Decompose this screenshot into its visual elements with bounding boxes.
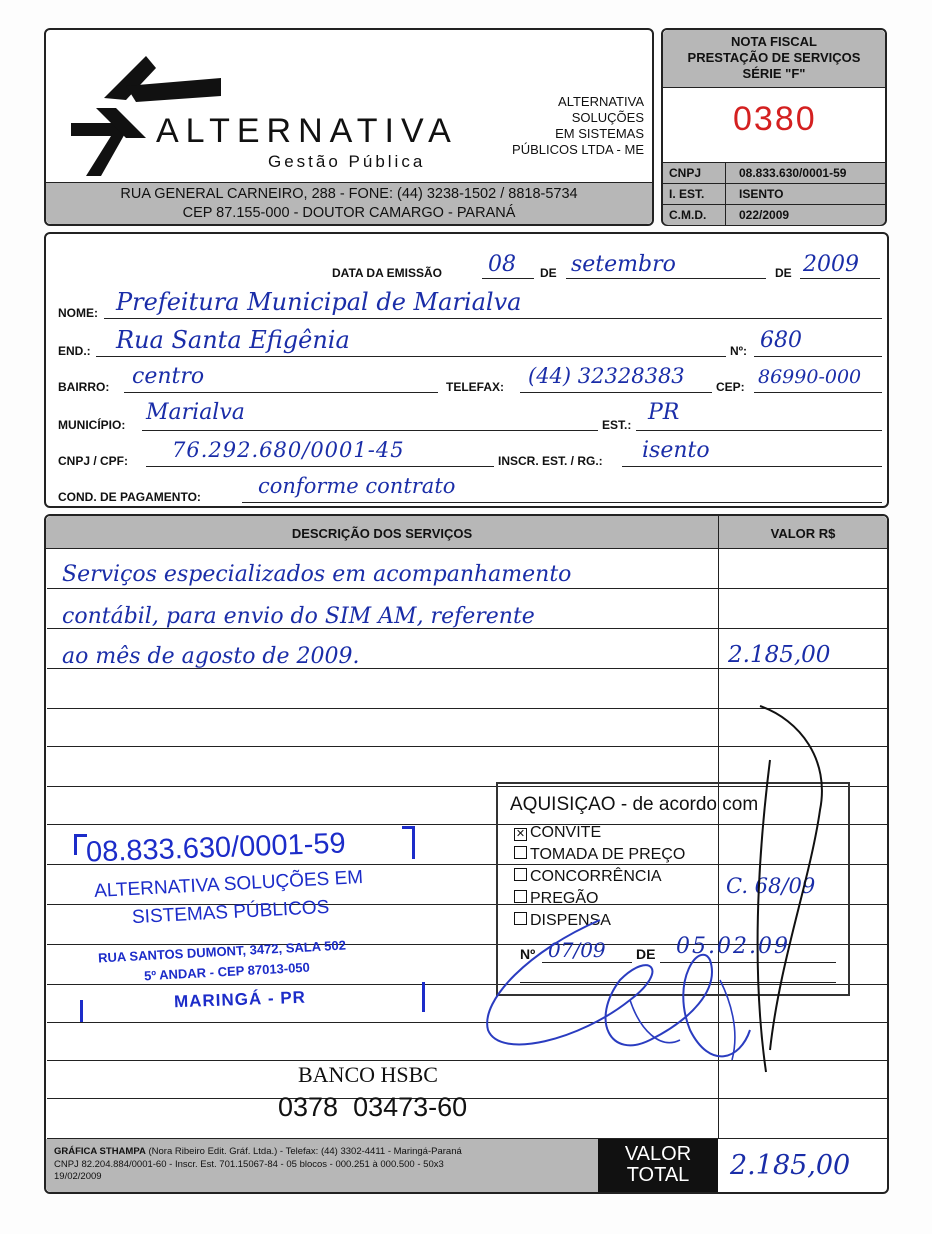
stamp-cnpj: 08.833.630/0001-59 [85, 827, 347, 869]
client-inscr: isento [642, 438, 710, 463]
telefax-label: TELEFAX: [446, 380, 505, 394]
client-telefax: (44) 32328383 [528, 364, 685, 388]
invoice-title: NOTA FISCAL PRESTAÇÃO DE SERVIÇOS SÉRIE "F" [663, 30, 885, 88]
company-legal-name: ALTERNATIVA SOLUÇÕES EM SISTEMAS PÚBLICOS LTDA - ME [512, 94, 644, 157]
stamp-name-line2: SISTEMAS PÚBLICOS [131, 896, 330, 929]
payment-condition: conforme contrato [258, 474, 456, 498]
inscr-label: INSCR. EST. / RG.: [498, 454, 603, 468]
signature-icon [470, 700, 840, 1120]
issue-month: setembro [571, 252, 676, 277]
service-line-value: 2.185,00 [728, 642, 831, 668]
total-label-line1: VALOR [624, 1143, 692, 1165]
meta-row: C.M.D. 022/2009 [663, 204, 885, 225]
issue-date-label: DATA DA EMISSÃO [332, 266, 442, 280]
company-logo-icon [56, 38, 231, 178]
service-description-line: Serviços especializados em acompanhamento [62, 562, 572, 587]
stamp-corner-br [416, 982, 425, 1012]
acquisition-de-label: DE [636, 946, 656, 962]
client-municipio: Marialva [146, 400, 245, 425]
stamp-corner-bl [80, 1000, 91, 1022]
client-section [44, 232, 889, 508]
client-address: Rua Santa Efigênia [116, 326, 350, 354]
cep-label: CEP: [716, 380, 745, 394]
option-dispensa: DISPENSA [514, 910, 685, 932]
de-label-1: DE [540, 266, 557, 280]
address-line-2: CEP 87.155-000 - DOUTOR CAMARGO - PARANÁ [182, 205, 516, 221]
acquisition-no-label: Nº [520, 946, 536, 962]
stamp-addr-line1: RUA SANTOS DUMONT, 3472, SALA 502 [97, 937, 347, 966]
cnpj-stamp [70, 826, 430, 1026]
service-description-line: ao mês de agosto de 2009. [62, 644, 360, 669]
company-header [44, 28, 654, 226]
acquisition-no-value: 07/09 [548, 938, 606, 962]
total-label-box [598, 1139, 718, 1192]
total-label-line2: TOTAL [626, 1164, 690, 1186]
option-concorrencia: CONCORRÊNCIA [514, 866, 685, 888]
client-state: PR [648, 400, 680, 425]
desc-header: DESCRIÇÃO DOS SERVIÇOS [291, 526, 473, 541]
option-pregao: PREGÃO [514, 888, 685, 910]
nome-label: NOME: [58, 306, 98, 320]
end-label: END.: [58, 344, 91, 358]
company-tagline: Gestão Pública [268, 152, 426, 171]
acquisition-handwritten-ref: C. 68/09 [726, 874, 816, 898]
meta-row: CNPJ 08.833.630/0001-59 [663, 162, 885, 183]
address-line-1: RUA GENERAL CARNEIRO, 288 - FONE: (44) 3238-1502 / 8818-5734 [120, 186, 578, 202]
issue-year: 2009 [803, 252, 859, 277]
num-label: Nº: [730, 344, 748, 358]
option-tomada: TOMADA DE PREÇO [514, 844, 685, 866]
est-label: EST.: [602, 418, 632, 432]
invoice-number: 0380 [733, 100, 817, 138]
option-convite: ✕ CONVITE [515, 824, 602, 841]
printer-info: GRÁFICA STHAMPA (Nora Ribeiro Edit. Gráf. Ltda.) - Telefax: (44) 3302-4411 - Maringá-Paraná CNPJ 82.204.884/0001-60 - Inscr. Est. 701.15067-84 - 05 blocos - 000.251 à 000.500 - 50x3 19/02/2009 [54, 1146, 462, 1182]
municipio-label: MUNICÍPIO: [58, 418, 126, 432]
acquisition-de-value: 05.02.09 [676, 934, 790, 959]
client-cnpj: 76.292.680/0001-45 [172, 438, 405, 462]
client-cep: 86990-000 [758, 366, 862, 388]
invoice-id-box [661, 28, 887, 226]
stamp-addr-line2: 5º ANDAR - CEP 87013-050 [143, 959, 311, 984]
invoice-meta-table [663, 162, 885, 225]
stamp-name-line1: ALTERNATIVA SOLUÇÕES EM [93, 866, 364, 903]
company-name: ALTERNATIVA [156, 112, 458, 150]
client-address-number: 680 [760, 328, 802, 353]
total-value: 2.185,00 [730, 1150, 851, 1181]
client-name: Prefeitura Municipal de Marialva [116, 288, 522, 316]
cnpj-label: CNPJ / CPF: [58, 454, 129, 468]
acquisition-title: AQUISIÇAO - de acordo com [510, 794, 759, 815]
stamp-corner-tr [402, 826, 415, 859]
checkbox-checked-icon: ✕ [515, 828, 526, 840]
valor-header: VALOR R$ [770, 526, 836, 541]
cond-label: COND. DE PAGAMENTO: [58, 490, 201, 504]
client-bairro: centro [132, 364, 205, 389]
company-address-band [46, 182, 652, 224]
issue-day: 08 [488, 252, 516, 277]
bank-account: 0378 03473-60 [278, 1092, 468, 1122]
de-label-2: DE [775, 266, 792, 280]
stamp-city: MARINGÁ - PR [173, 987, 307, 1012]
bank-name: BANCO HSBC [298, 1062, 438, 1087]
bairro-label: BAIRRO: [58, 380, 110, 394]
meta-row: I. EST. ISENTO [663, 183, 885, 204]
service-description-line: contábil, para envio do SIM AM, referente [62, 604, 535, 629]
